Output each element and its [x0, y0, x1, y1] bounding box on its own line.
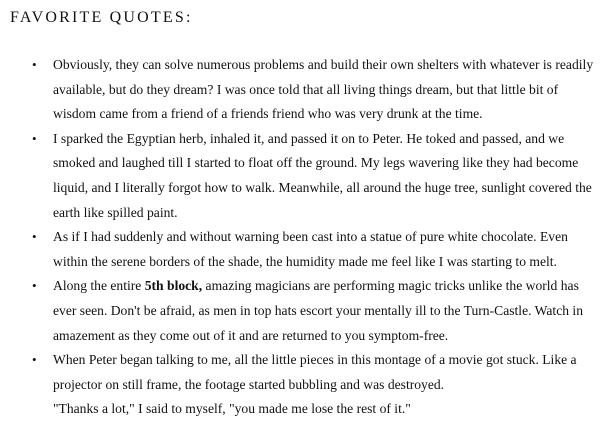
quote-text: Obviously, they can solve numerous problems and build their own shelters with whatever is readily available, but do they dream? I was once told that all living things dream, but that little bit of wisdom came from a friend of a friends friend who was very drunk at the time.	[53, 57, 594, 122]
quote-item-4	[0, 274, 600, 348]
quote-bold-phrase: 5th block,	[144, 278, 203, 294]
bullet-icon: •	[32, 130, 37, 146]
quote-text-end: amazing magicians are performing magic tricks unlike the world has ever seen. Don't be afraid, as men in top hats escort your mentally ill to the Turn-Castle. Watch in amazement as they come out of it and are returned to you symptom-free.	[53, 278, 584, 343]
quote-item-5	[0, 348, 600, 422]
quote-dialogue-line: "Thanks a lot," I said to myself, "you made me lose the rest of it."	[53, 401, 411, 417]
bullet-icon: •	[32, 278, 37, 294]
quote-list	[0, 53, 600, 422]
bullet-icon: •	[32, 57, 37, 72]
bullet-icon: •	[32, 229, 37, 245]
quote-text: I sparked the Egyptian herb, inhaled it, and passed it on to Peter. He toked and passed, and we smoked and laughed till I started to float off the ground. My legs wavering like they had become liquid, and I literally forgot how to walk. Meanwhile, all around the huge tree, sunlight covered the earth like spilled paint.	[53, 130, 592, 220]
quote-text-start: Along the entire	[53, 278, 145, 294]
page-heading: FAVORITE QUOTES:	[10, 9, 193, 26]
quote-text: As if I had suddenly and without warning been cast into a statue of pure white chocolate. Even within the serene borders of the shade, the humidity made me feel like I was starting to melt.	[53, 229, 568, 269]
quote-item-1	[0, 53, 600, 127]
quote-text: When Peter began talking to me, all the little pieces in this montage of a movie got stuck. Like a projector on still frame, the footage started bubbling and was destroyed.	[53, 352, 577, 392]
quote-item-3	[0, 225, 600, 274]
bullet-icon: •	[32, 352, 37, 368]
quote-item-2	[0, 127, 600, 225]
